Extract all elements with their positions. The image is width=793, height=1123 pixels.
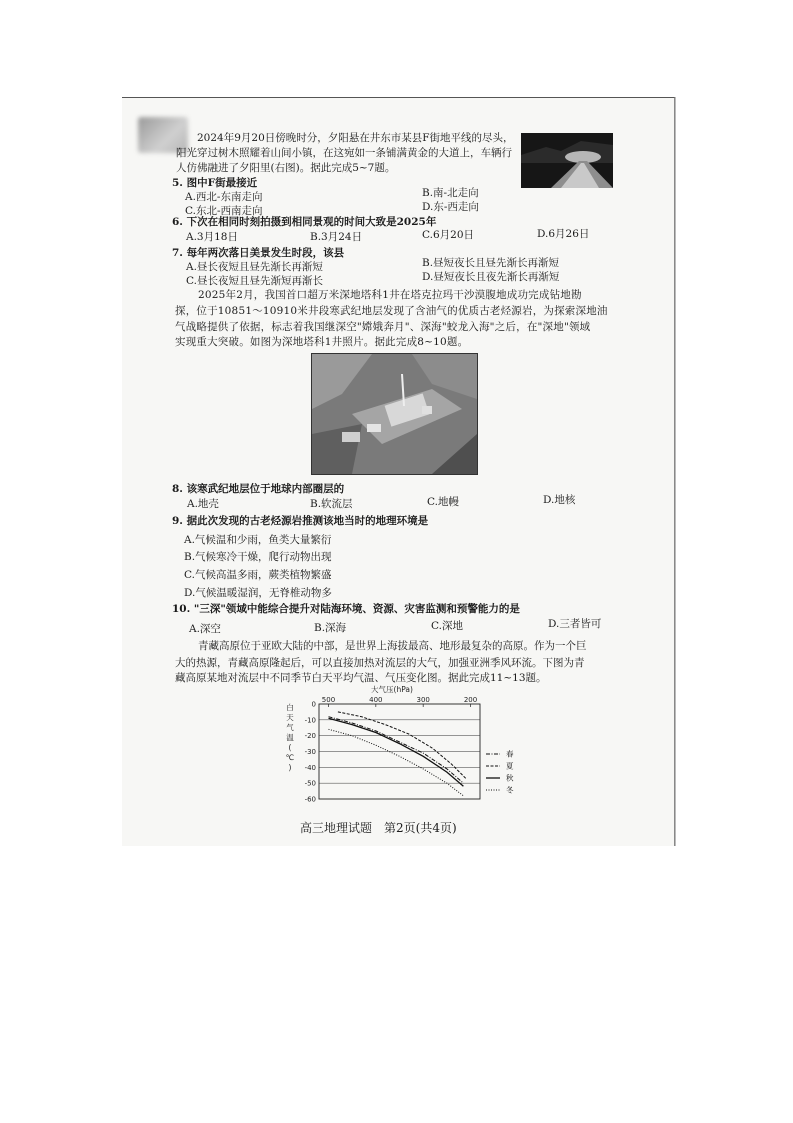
y-tick-label: -40 [304, 763, 316, 772]
q8-option-c: C.地幔 [427, 496, 459, 508]
temp-pressure-chart [282, 682, 522, 806]
q5-stem: 5. 图中F街最接近 [172, 177, 258, 189]
y-tick-label: 0 [311, 700, 316, 709]
q8-stem: 8. 该寒武纪地层位于地球内部圈层的 [172, 483, 345, 495]
legend-label: 夏 [506, 761, 514, 771]
x-tick-label: 500 [321, 696, 336, 704]
y-axis-label-char: ℃ [285, 753, 295, 762]
q7-option-a: A.昼长夜短且昼先渐长再渐短 [186, 261, 323, 273]
q10-option-a: A.深空 [189, 623, 221, 635]
intro3-line3: 藏高原某地对流层中不同季节白天平均气温、气压变化图。据此完成11~13题。 [175, 672, 547, 684]
q10-stem: 10. "三深"领域中能综合提升对陆海环境、资源、灾害监测和预警能力的是 [172, 603, 520, 615]
q8-option-d: D.地核 [543, 494, 576, 506]
q10-option-d: D.三者皆可 [548, 618, 602, 630]
q8-option-b: B.软流层 [310, 498, 353, 510]
legend-label: 秋 [506, 773, 514, 783]
intro1-line3: 人仿佛融进了夕阳里(右图)。据此完成5~7题。 [176, 162, 396, 174]
legend-label: 春 [506, 749, 514, 759]
q10-option-b: B.深海 [314, 622, 347, 634]
intro2-line2: 探，位于10851～10910米井段寒武纪地层发现了含油气的优质古老烃源岩，为探索深地油 [175, 305, 608, 317]
y-axis-label-char: 温 [286, 733, 294, 742]
q6-stem: 6. 下次在相同时刻拍摄到相同景观的时间大致是2025年 [172, 216, 437, 228]
x-tick-label: 300 [416, 696, 430, 704]
q9-option-c: C.气候高温多雨，蕨类植物繁盛 [184, 569, 332, 581]
q9-option-a: A.气候温和少雨，鱼类大量繁衍 [184, 534, 332, 546]
y-axis-label-char: 白 [286, 703, 294, 712]
q10-option-c: C.深地 [431, 620, 463, 632]
q9-option-d: D.气候温暖湿润，无脊椎动物多 [184, 587, 332, 599]
y-axis-label [286, 702, 294, 772]
sunset-street-photo [521, 133, 613, 188]
y-tick-label: -30 [304, 748, 316, 756]
x-tick-label: 200 [463, 696, 478, 704]
y-tick-label: -10 [304, 716, 316, 725]
intro2-line1: 2025年2月，我国首口超万米深地塔科1井在塔克拉玛干沙漠腹地成功完成钻地勘 [198, 289, 582, 301]
y-axis-label-char: 天 [286, 713, 294, 722]
y-tick-label: -20 [304, 732, 316, 741]
x-tick-label: 400 [369, 696, 383, 704]
q7-option-b: B.昼短夜长且昼先渐长再渐短 [422, 257, 560, 269]
q5-option-d: D.东-西走向 [422, 201, 479, 213]
y-axis-label-char: 气 [286, 723, 294, 732]
q5-option-b: B.南-北走向 [422, 187, 479, 199]
q6-option-c: C.6月20日 [422, 229, 475, 241]
series-line-1 [329, 717, 464, 784]
q7-option-c: C.昼长夜短且昼先渐短再渐长 [186, 275, 323, 287]
intro2-line4: 实现重大突破。如图为深地塔科1井照片。据此完成8~10题。 [175, 336, 469, 348]
page-footer: 高三地理试题 第2页(共4页) [300, 821, 457, 835]
q8-option-a: A.地壳 [187, 498, 219, 510]
drill-site-photo [311, 353, 478, 475]
intro1-line2: 阳光穿过树木照耀着山间小镇，在这宛如一条铺满黄金的大道上，车辆行 [176, 147, 512, 159]
y-tick-label: -60 [304, 795, 316, 804]
q5-option-c: C.东北-西南走向 [185, 205, 263, 217]
q7-option-d: D.昼短夜长且夜先渐长再渐短 [422, 271, 560, 283]
x-axis-label: 大气压(hPa) [371, 685, 413, 694]
intro3-line1: 青藏高原位于亚欧大陆的中部，是世界上海拔最高、地形最复杂的高原。作为一个巨 [198, 640, 587, 652]
intro1-line1: 2024年9月20日傍晚时分，夕阳悬在井东市某县F街地平线的尽头， [197, 132, 514, 144]
intro3-line2: 大的热源，青藏高原隆起后，可以直接加热对流层的大气，加强亚洲季风环流。下图为青 [175, 657, 585, 669]
y-axis-label-char: ) [288, 763, 292, 772]
q9-stem: 9. 据此次发现的古老烃源岩推测该地当时的地理环境是 [172, 515, 429, 527]
intro2-line3: 气战略提供了依据，标志着我国继深空"嫦娥奔月"、深海"蛟龙入海"之后，在"深地"领域 [175, 321, 591, 333]
legend-label: 冬 [506, 785, 514, 795]
y-tick-label: -50 [304, 779, 316, 788]
q6-option-d: D.6月26日 [537, 228, 590, 240]
q6-option-a: A.3月18日 [186, 231, 238, 243]
q6-option-b: B.3月24日 [310, 231, 363, 243]
q5-option-a: A.西北-东南走向 [185, 191, 263, 203]
series-line-4 [329, 729, 464, 796]
y-axis-label-char: ( [288, 743, 292, 752]
q7-stem: 7. 每年两次落日美景发生时段，该县 [172, 247, 345, 259]
q9-option-b: B.气候寒冷干燥，爬行动物出现 [184, 551, 332, 563]
